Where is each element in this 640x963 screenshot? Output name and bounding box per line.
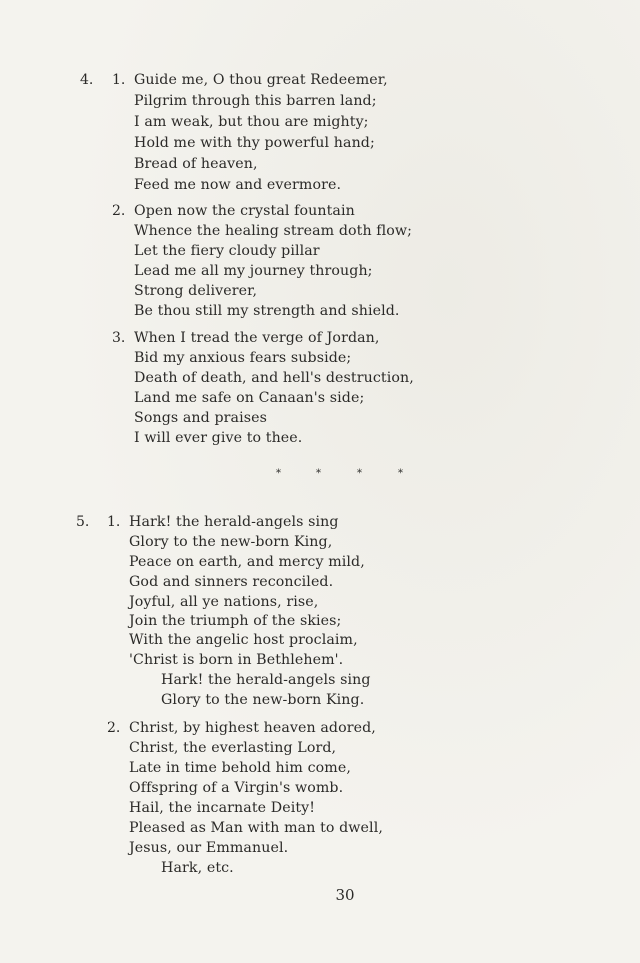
verse-line: 'Christ is born in Bethlehem'. xyxy=(129,652,344,668)
verse-line: Lead me all my journey through; xyxy=(134,263,373,279)
verse-line: Whence the healing stream doth flow; xyxy=(134,223,413,239)
verse-line: Guide me, O thou great Redeemer, xyxy=(134,72,388,88)
verse-line: Offspring of a Virgin's womb. xyxy=(129,780,344,796)
verse-line: Strong deliverer, xyxy=(134,283,258,299)
verse-line: Pilgrim through this barren land; xyxy=(134,93,377,109)
verse-line: Open now the crystal fountain xyxy=(134,203,355,219)
verse-line: Late in time behold him come, xyxy=(129,760,351,776)
verse-line: Hark! the herald-angels sing xyxy=(129,514,339,530)
verse-line: Joyful, all ye nations, rise, xyxy=(129,594,319,610)
verse-line: Join the triumph of the skies; xyxy=(129,613,342,629)
verse-line: Land me safe on Canaan's side; xyxy=(134,390,365,406)
refrain-line: Glory to the new-born King. xyxy=(161,692,365,708)
refrain-line: Hark! the herald-angels sing xyxy=(161,672,371,688)
verse-line: Pleased as Man with man to dwell, xyxy=(129,820,383,836)
hymn-number: 4. xyxy=(80,72,94,88)
hymn-number: 5. xyxy=(76,514,90,530)
verse-line: I will ever give to thee. xyxy=(134,430,303,446)
verse-line: Christ, the everlasting Lord, xyxy=(129,740,337,756)
verse-line: Bid my anxious fears subside; xyxy=(134,350,352,366)
verse-number: 1. xyxy=(112,72,126,88)
page-number: 30 xyxy=(335,886,355,904)
verse-line: Let the fiery cloudy pillar xyxy=(134,243,320,259)
separator-asterisk: * xyxy=(357,468,362,479)
verse-line: Be thou still my strength and shield. xyxy=(134,303,400,319)
verse-number: 1. xyxy=(107,514,121,530)
verse-line: Peace on earth, and mercy mild, xyxy=(129,554,365,570)
refrain-line: Hark, etc. xyxy=(161,860,234,876)
verse-line: Feed me now and evermore. xyxy=(134,177,342,193)
verse-line: Glory to the new-born King, xyxy=(129,534,333,550)
verse-number: 2. xyxy=(112,203,126,219)
verse-number: 3. xyxy=(112,330,126,346)
verse-line: Bread of heaven, xyxy=(134,156,258,172)
separator-asterisk: * xyxy=(276,468,281,479)
verse-line: Songs and praises xyxy=(134,410,267,426)
verse-line: I am weak, but thou are mighty; xyxy=(134,114,369,130)
verse-number: 2. xyxy=(107,720,121,736)
verse-line: Christ, by highest heaven adored, xyxy=(129,720,376,736)
verse-line: When I tread the verge of Jordan, xyxy=(134,330,380,346)
verse-line: Jesus, our Emmanuel. xyxy=(129,840,289,856)
verse-line: Hold me with thy powerful hand; xyxy=(134,135,375,151)
verse-line: God and sinners reconciled. xyxy=(129,574,334,590)
verse-line: Hail, the incarnate Deity! xyxy=(129,800,316,816)
verse-line: With the angelic host proclaim, xyxy=(129,632,358,648)
verse-line: Death of death, and hell's destruction, xyxy=(134,370,414,386)
separator-asterisk: * xyxy=(316,468,321,479)
separator-asterisk: * xyxy=(398,468,403,479)
